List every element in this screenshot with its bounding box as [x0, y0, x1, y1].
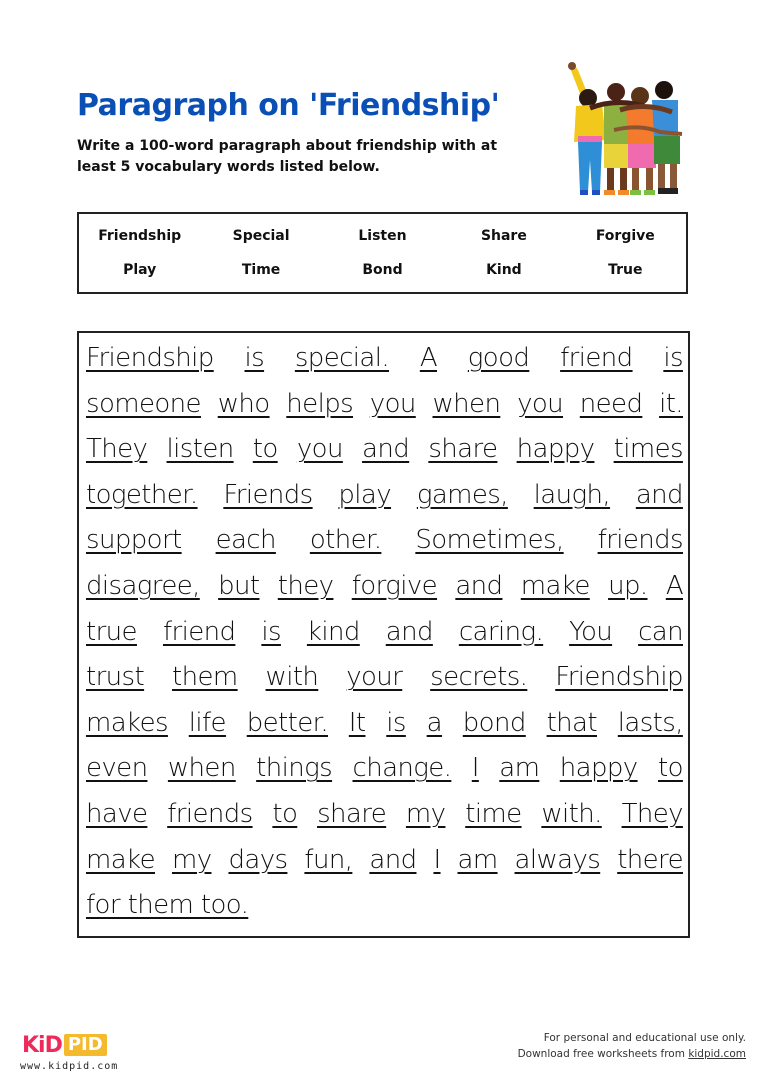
- paragraph-word: it.: [659, 388, 683, 419]
- paragraph-box: [77, 331, 690, 938]
- paragraph-word: always: [514, 844, 601, 875]
- vocabulary-grid: [79, 226, 686, 281]
- paragraph-word: is: [244, 343, 265, 373]
- paragraph-word: Friendship: [555, 662, 683, 693]
- paragraph-word: am: [457, 844, 498, 875]
- paragraph-word: time: [465, 798, 522, 829]
- paragraph-word: good: [467, 343, 530, 373]
- paragraph-word: bond: [462, 707, 526, 738]
- kidpid-logo[interactable]: [22, 1033, 107, 1057]
- paragraph-line-text: [86, 476, 683, 522]
- paragraph-word: with.: [541, 798, 602, 829]
- vocab-word: Time: [241, 262, 281, 278]
- paragraph-word: lasts,: [617, 707, 683, 738]
- paragraph-word: each: [215, 525, 276, 556]
- paragraph-word: I: [433, 844, 441, 875]
- paragraph-word: can: [638, 616, 683, 647]
- paragraph-word: days: [228, 844, 288, 875]
- paragraph-text: [86, 339, 683, 932]
- paragraph-word: trust: [86, 662, 145, 693]
- paragraph-word: disagree,: [86, 570, 200, 601]
- logo-kid-text: KiD: [22, 1032, 62, 1058]
- paragraph-word: happy: [516, 434, 595, 465]
- paragraph-word: make: [86, 844, 155, 875]
- paragraph-line-text: for them too.: [86, 890, 249, 921]
- footer-note: [518, 1030, 746, 1062]
- vocab-word: Friendship: [98, 228, 182, 244]
- paragraph-word: You: [569, 616, 613, 647]
- paragraph-word: your: [346, 662, 403, 693]
- paragraph-line: [86, 795, 683, 841]
- kidpid-link[interactable]: kidpid.com: [688, 1048, 746, 1060]
- paragraph-word: kind: [306, 616, 360, 647]
- paragraph-word: happy: [559, 753, 638, 784]
- paragraph-word: someone: [86, 388, 201, 419]
- footer-note-line1: For personal and educational use only.: [543, 1032, 746, 1044]
- paragraph-line: [86, 385, 683, 431]
- instructions-text: Write a 100-word paragraph about friendship with at least 5 vocabulary words listed below.: [77, 138, 498, 175]
- paragraph-word: is: [261, 616, 281, 647]
- paragraph-line: [86, 658, 683, 704]
- paragraph-word: make: [520, 570, 590, 601]
- paragraph-word: am: [499, 753, 540, 784]
- paragraph-line: [86, 521, 683, 567]
- paragraph-word: with: [265, 662, 319, 693]
- paragraph-line: [86, 841, 683, 887]
- paragraph-word: even: [86, 753, 148, 784]
- paragraph-line-text: [86, 567, 683, 613]
- vocabulary-box: [77, 212, 688, 294]
- paragraph-word: a: [426, 707, 442, 738]
- vocab-word: Play: [123, 262, 157, 278]
- paragraph-word: Friendship: [86, 343, 214, 373]
- paragraph-word: things: [256, 753, 333, 784]
- paragraph-word: games,: [416, 479, 508, 510]
- paragraph-word: forgive: [351, 570, 438, 601]
- vocab-word: True: [608, 262, 643, 278]
- paragraph-word: together.: [86, 479, 198, 510]
- paragraph-word: and: [362, 434, 410, 465]
- paragraph-word: friend: [560, 343, 633, 373]
- paragraph-word: laugh,: [533, 479, 611, 510]
- paragraph-word: to: [658, 753, 683, 784]
- paragraph-word: change.: [352, 753, 452, 784]
- paragraph-word: A: [419, 343, 438, 373]
- vocab-word: Forgive: [595, 228, 655, 244]
- paragraph-word: you: [517, 388, 564, 419]
- paragraph-word: listen: [166, 434, 234, 465]
- paragraph-word: and: [455, 570, 503, 601]
- paragraph-word: have: [86, 798, 148, 829]
- page-title: Paragraph on 'Friendship': [77, 88, 500, 123]
- paragraph-line-text: [86, 430, 683, 476]
- paragraph-word: them: [172, 662, 238, 693]
- paragraph-line-text: [86, 841, 683, 887]
- paragraph-word: friends: [167, 798, 253, 829]
- footer-note-prefix: Download free worksheets from: [517, 1048, 689, 1060]
- paragraph-word: share: [428, 434, 498, 465]
- footer-note-line2: [518, 1046, 746, 1062]
- paragraph-word: and: [369, 844, 417, 875]
- paragraph-word: you: [369, 388, 416, 419]
- paragraph-line-text: [86, 385, 683, 431]
- paragraph-word: I: [471, 753, 479, 784]
- paragraph-word: friend: [162, 616, 236, 647]
- paragraph-word: Sometimes,: [415, 525, 564, 556]
- paragraph-word: helps: [286, 388, 354, 419]
- paragraph-word: they: [277, 570, 334, 601]
- vocab-word: Listen: [358, 228, 407, 244]
- paragraph-word: share: [317, 798, 387, 829]
- paragraph-word: fun,: [304, 844, 353, 875]
- paragraph-word: up.: [608, 570, 648, 601]
- paragraph-word: but: [218, 570, 260, 601]
- vocab-word: Bond: [362, 262, 403, 278]
- paragraph-word: to: [272, 798, 298, 829]
- paragraph-word: It: [348, 707, 366, 738]
- paragraph-word: there: [617, 844, 683, 875]
- paragraph-line: [86, 339, 683, 385]
- friends-illustration-icon: [560, 60, 690, 200]
- logo-url[interactable]: www.kidpid.com: [20, 1061, 119, 1072]
- paragraph-word: friends: [597, 525, 683, 556]
- paragraph-word: my: [171, 844, 212, 875]
- paragraph-line: [86, 430, 683, 476]
- paragraph-word: secrets.: [430, 662, 528, 693]
- paragraph-line-text: [86, 704, 683, 750]
- paragraph-word: A: [665, 570, 683, 601]
- paragraph-word: other.: [309, 525, 382, 556]
- paragraph-word: play: [338, 479, 392, 510]
- paragraph-word: need: [579, 388, 643, 419]
- paragraph-line: [86, 886, 683, 932]
- paragraph-word: is: [386, 707, 406, 738]
- paragraph-line-text: [86, 795, 683, 841]
- paragraph-word: to: [252, 434, 278, 465]
- paragraph-word: Friends: [223, 479, 313, 510]
- paragraph-word: They: [86, 434, 148, 465]
- paragraph-word: that: [546, 707, 597, 738]
- vocab-word: Special: [232, 228, 290, 244]
- vocab-word: Kind: [486, 262, 522, 278]
- paragraph-word: when: [432, 388, 501, 419]
- paragraph-line: [86, 613, 683, 659]
- paragraph-line-text: [86, 749, 683, 795]
- logo-pid-text: PID: [64, 1034, 107, 1056]
- paragraph-word: when: [167, 753, 236, 784]
- paragraph-line-text: [86, 521, 683, 567]
- paragraph-word: times: [613, 434, 683, 465]
- paragraph-word: is: [663, 343, 683, 373]
- paragraph-word: you: [296, 434, 343, 465]
- paragraph-word: my: [405, 798, 446, 829]
- paragraph-word: better.: [246, 707, 328, 738]
- paragraph-line: [86, 476, 683, 522]
- paragraph-word: and: [635, 479, 683, 510]
- paragraph-word: who: [217, 388, 270, 419]
- paragraph-word: They: [621, 798, 683, 829]
- paragraph-line-text: [86, 613, 683, 659]
- paragraph-line-text: [86, 339, 683, 385]
- paragraph-word: special.: [294, 343, 390, 373]
- paragraph-word: support: [86, 525, 182, 556]
- paragraph-line-text: [86, 658, 683, 704]
- paragraph-line: [86, 749, 683, 795]
- paragraph-word: and: [385, 616, 433, 647]
- paragraph-line: [86, 704, 683, 750]
- paragraph-word: life: [188, 707, 226, 738]
- paragraph-word: true: [86, 616, 137, 647]
- vocab-word: Share: [480, 228, 527, 244]
- paragraph-word: caring.: [458, 616, 544, 647]
- paragraph-word: makes: [86, 707, 168, 738]
- paragraph-line: [86, 567, 683, 613]
